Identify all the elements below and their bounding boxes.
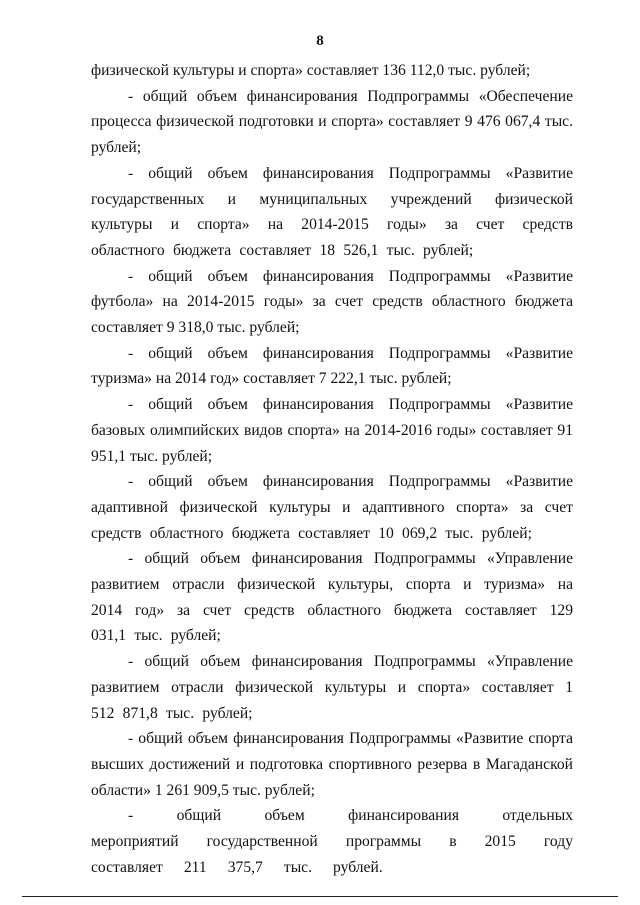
paragraph-item: - общий объем финансирования Подпрограммы «Обеспечение процесса физической подготовки и спорта» составляет 9 476 067,4 тыс. рублей; — [91, 87, 573, 157]
paragraph-item: - общий объем финансирования Подпрограммы «Развитие спорта высших достижений и подготовка спортивного резерва в Магаданской области» 1 261 909,5 тыс. рублей; — [91, 730, 573, 799]
paragraph-continuation: физической культуры и спорта» составляет 136 112,0 тыс. рублей; — [91, 62, 531, 79]
paragraph-item: - общий объем финансирования Подпрограммы «Развитие адаптивной физической культуры и адаптивного спорта» за счет средств областного бюджета составляет 10 069,2 тыс. рублей; — [91, 473, 573, 542]
footer-divider — [22, 896, 618, 897]
page-number: 8 — [316, 33, 324, 49]
document-body — [91, 58, 573, 881]
paragraph-item: - общий объем финансирования Подпрограммы «Управление развитием отрасли физической культуры и спорта» составляет 1 512 871,8 тыс. рублей; — [91, 653, 573, 722]
paragraph-item: - общий объем финансирования Подпрограммы «Развитие футбола» на 2014-2015 годы» за счет средств областного бюджета составляет 9 318,0 тыс. рублей; — [91, 267, 573, 337]
paragraph-item: - общий объем финансирования Подпрограммы «Развитие туризма» на 2014 год» составляет 7 222,1 тыс. рублей; — [91, 344, 573, 388]
paragraph-item: - общий объем финансирования Подпрограммы «Развитие базовых олимпийских видов спорта» на 2014-2016 годы» составляет 91 951,1 тыс. рублей; — [91, 396, 573, 465]
paragraph-item: - общий объем финансирования отдельных мероприятий государственной программы в 2015 году составляет 211 375,7 тыс. рублей. — [91, 807, 573, 876]
paragraph-item: - общий объем финансирования Подпрограммы «Управление развитием отрасли физической культуры, спорта и туризма» на 2014 год» за счет средств областного бюджета составляет 129 031,1 тыс. рублей; — [91, 550, 573, 645]
paragraph-item: - общий объем финансирования Подпрограммы «Развитие государственных и муниципальных учреждений физической культуры и спорта» на 2014-2015 годы» за счет средств областного бюджета составляет 18 526,1 тыс. рублей; — [91, 164, 573, 259]
